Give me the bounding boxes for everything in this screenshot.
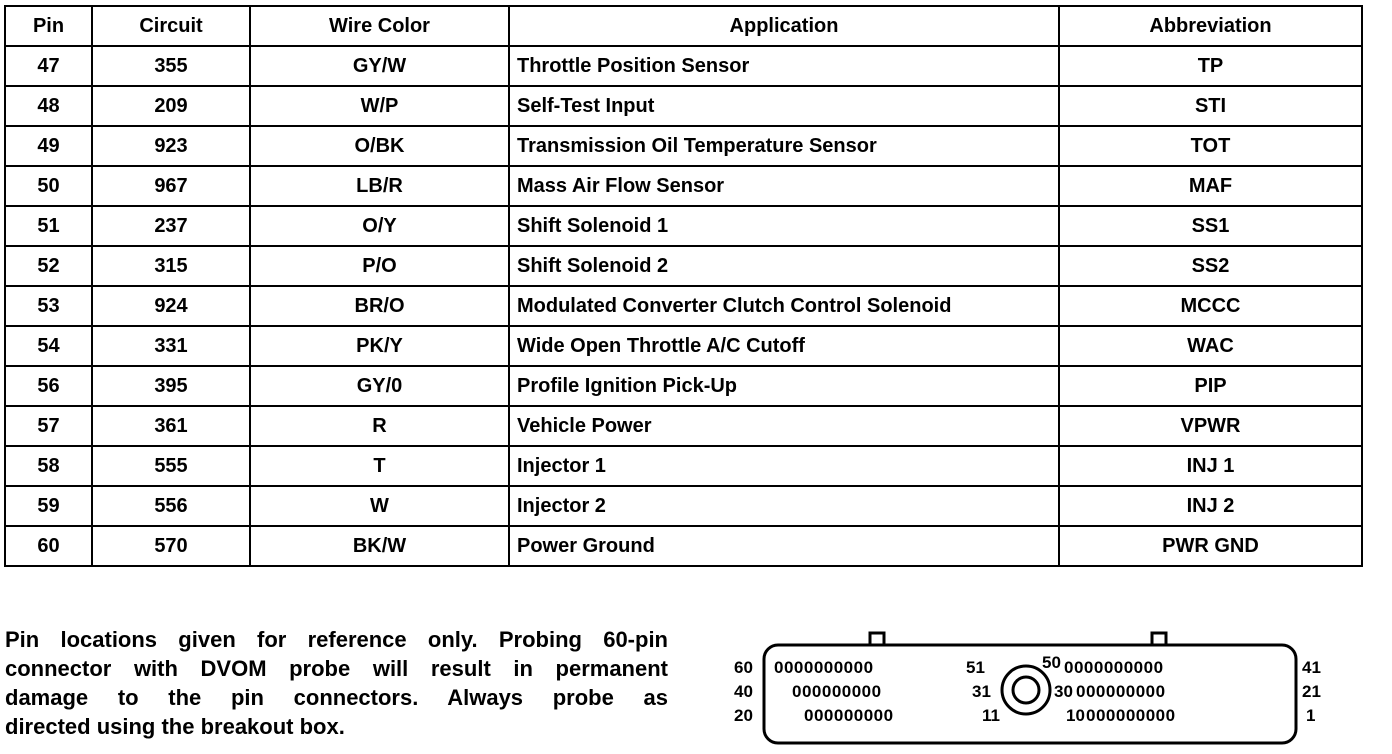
pin-label-31: 31 — [972, 682, 991, 701]
pin-label-21: 21 — [1302, 682, 1321, 701]
cell-abbreviation: MAF — [1059, 166, 1362, 206]
pin-label-41: 41 — [1302, 658, 1321, 677]
cell-pin: 48 — [5, 86, 92, 126]
cell-pin: 50 — [5, 166, 92, 206]
cell-application: Self-Test Input — [509, 86, 1059, 126]
cell-abbreviation: STI — [1059, 86, 1362, 126]
pin-label-20: 20 — [734, 706, 753, 725]
cell-abbreviation: PWR GND — [1059, 526, 1362, 566]
pin-row-bottom-right: 000000000 — [1086, 706, 1176, 725]
cell-wire-color: O/BK — [250, 126, 509, 166]
cell-wire-color: W/P — [250, 86, 509, 126]
cell-pin: 51 — [5, 206, 92, 246]
cell-pin: 54 — [5, 326, 92, 366]
cell-abbreviation: MCCC — [1059, 286, 1362, 326]
cell-application: Profile Ignition Pick-Up — [509, 366, 1059, 406]
cell-wire-color: GY/W — [250, 46, 509, 86]
table-row — [5, 406, 1362, 446]
pin-row-bottom-left: 000000000 — [804, 706, 894, 725]
reference-note — [5, 625, 668, 741]
cell-pin: 53 — [5, 286, 92, 326]
cell-application: Throttle Position Sensor — [509, 46, 1059, 86]
pin-label-10: 10 — [1066, 706, 1085, 725]
cell-abbreviation: TOT — [1059, 126, 1362, 166]
table-row — [5, 526, 1362, 566]
cell-circuit: 237 — [92, 206, 250, 246]
pin-label-51: 51 — [966, 658, 985, 677]
cell-circuit: 555 — [92, 446, 250, 486]
pin-label-11: 11 — [982, 706, 1000, 725]
cell-application: Shift Solenoid 1 — [509, 206, 1059, 246]
cell-pin: 59 — [5, 486, 92, 526]
connector-latch-left — [870, 633, 884, 645]
pin-row-middle-right: 000000000 — [1076, 682, 1166, 701]
cell-pin: 49 — [5, 126, 92, 166]
cell-circuit: 355 — [92, 46, 250, 86]
cell-application: Wide Open Throttle A/C Cutoff — [509, 326, 1059, 366]
cell-circuit: 209 — [92, 86, 250, 126]
cell-abbreviation: PIP — [1059, 366, 1362, 406]
cell-application: Injector 2 — [509, 486, 1059, 526]
table-row — [5, 126, 1362, 166]
pin-label-60: 60 — [734, 658, 753, 677]
cell-wire-color: P/O — [250, 246, 509, 286]
connector-latch-right — [1152, 633, 1166, 645]
cell-wire-color: PK/Y — [250, 326, 509, 366]
cell-pin: 52 — [5, 246, 92, 286]
note-line: directed using the breakout box. — [5, 714, 345, 739]
cell-pin: 57 — [5, 406, 92, 446]
cell-application: Transmission Oil Temperature Sensor — [509, 126, 1059, 166]
table-row — [5, 206, 1362, 246]
header-wire-color: Wire Color — [250, 6, 509, 46]
cell-application: Shift Solenoid 2 — [509, 246, 1059, 286]
cell-abbreviation: SS2 — [1059, 246, 1362, 286]
pin-label-50: 50 — [1042, 653, 1061, 672]
cell-circuit: 556 — [92, 486, 250, 526]
cell-wire-color: GY/0 — [250, 366, 509, 406]
cell-circuit: 315 — [92, 246, 250, 286]
cell-abbreviation: TP — [1059, 46, 1362, 86]
header-circuit: Circuit — [92, 6, 250, 46]
cell-circuit: 361 — [92, 406, 250, 446]
header-application: Application — [509, 6, 1059, 46]
cell-application: Mass Air Flow Sensor — [509, 166, 1059, 206]
table-row — [5, 246, 1362, 286]
cell-circuit: 395 — [92, 366, 250, 406]
table-row — [5, 86, 1362, 126]
note-line: connector with DVOM probe will result in permanent — [5, 656, 668, 681]
pin-row-top-right: 0000000000 — [1064, 658, 1164, 677]
cell-abbreviation: INJ 2 — [1059, 486, 1362, 526]
pin-label-40: 40 — [734, 682, 753, 701]
connector-diagram — [730, 628, 1370, 750]
header-abbreviation: Abbreviation — [1059, 6, 1362, 46]
cell-circuit: 967 — [92, 166, 250, 206]
cell-application: Injector 1 — [509, 446, 1059, 486]
pin-row-top-left: 0000000000 — [774, 658, 874, 677]
cell-wire-color: BR/O — [250, 286, 509, 326]
note-line: Pin locations given for reference only. Probing 60-pin — [5, 627, 668, 652]
cell-pin: 56 — [5, 366, 92, 406]
table-row — [5, 46, 1362, 86]
cell-abbreviation: INJ 1 — [1059, 446, 1362, 486]
cell-circuit: 923 — [92, 126, 250, 166]
cell-wire-color: W — [250, 486, 509, 526]
cell-wire-color: LB/R — [250, 166, 509, 206]
cell-circuit: 924 — [92, 286, 250, 326]
cell-pin: 47 — [5, 46, 92, 86]
cell-pin: 58 — [5, 446, 92, 486]
table-row — [5, 366, 1362, 406]
cell-wire-color: R — [250, 406, 509, 446]
cell-wire-color: O/Y — [250, 206, 509, 246]
pin-label-1: 1 — [1306, 706, 1316, 725]
table-row — [5, 286, 1362, 326]
pin-row-middle-left: 000000000 — [792, 682, 882, 701]
cell-pin: 60 — [5, 526, 92, 566]
cell-wire-color: T — [250, 446, 509, 486]
cell-abbreviation: VPWR — [1059, 406, 1362, 446]
cell-wire-color: BK/W — [250, 526, 509, 566]
cell-circuit: 570 — [92, 526, 250, 566]
pin-label-30: 30 — [1054, 682, 1073, 701]
cell-application: Vehicle Power — [509, 406, 1059, 446]
cell-abbreviation: SS1 — [1059, 206, 1362, 246]
table-header-row — [5, 6, 1362, 46]
header-pin: Pin — [5, 6, 92, 46]
note-line: damage to the pin connectors. Always probe as — [5, 685, 668, 710]
table-row — [5, 486, 1362, 526]
table-row — [5, 326, 1362, 366]
table-row — [5, 446, 1362, 486]
cell-application: Power Ground — [509, 526, 1059, 566]
pin-table — [4, 5, 1363, 567]
cell-application: Modulated Converter Clutch Control Solenoid — [509, 286, 1059, 326]
cell-abbreviation: WAC — [1059, 326, 1362, 366]
cell-circuit: 331 — [92, 326, 250, 366]
table-row — [5, 166, 1362, 206]
